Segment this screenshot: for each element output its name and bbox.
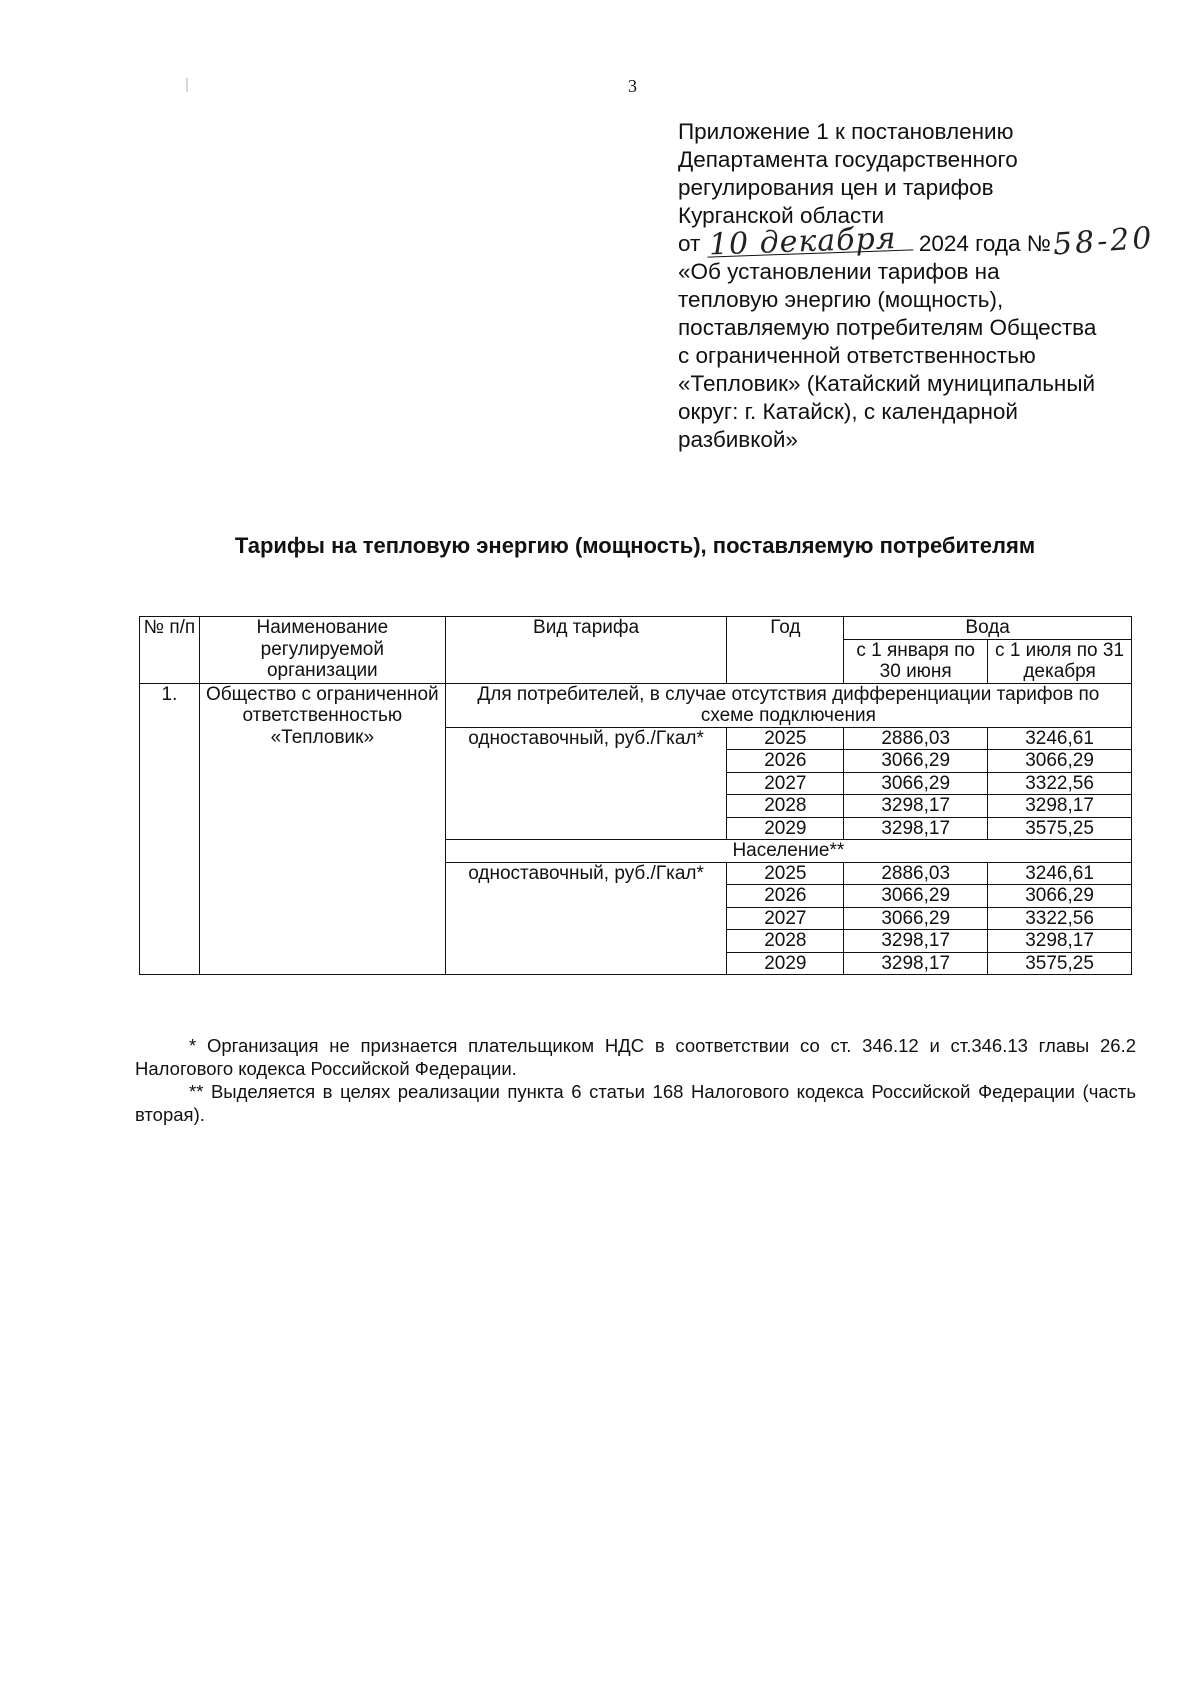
section-label: Для потребителей, в случае отсутствия дифференциации тарифов по схеме подключения [445,683,1131,727]
organization-name: Общество с ограниченной ответственностью «Тепловик» [199,683,445,975]
h1-value-cell: 3066,29 [844,885,988,908]
tariff-table [139,616,1132,975]
h2-value-cell: 3246,61 [988,727,1132,750]
appendix-line: с ограниченной ответственностью [678,343,1036,368]
h1-value-cell: 2886,03 [844,727,988,750]
appendix-line: поставляемую потребителям Общества [678,315,1097,340]
appendix-date-line [678,220,1158,263]
appendix-line: тепловую энергию (мощность), [678,287,1004,312]
footnote-1: * Организация не признается плательщиком НДС в соответствии со ст. 346.12 и ст.346.13 главы 26.2 Налогового кодекса Российской Федерации. [135,1035,1136,1079]
h1-value-cell: 3066,29 [844,772,988,795]
year-cell: 2028 [727,930,844,953]
h2-value-cell: 3298,17 [988,930,1132,953]
section-label-row [140,683,1132,727]
appendix-line: округ: г. Катайск), с календарной [678,399,1018,424]
h2-value-cell: 3575,25 [988,952,1132,975]
row-number: 1. [140,683,200,975]
scan-artifact [186,78,188,92]
appendix-line: Департамента государственного [678,147,1018,172]
header-num: № п/п [140,617,200,684]
footnote-2: ** Выделяется в целях реализации пункта 6 статьи 168 Налогового кодекса Российской Федерации (часть вторая). [135,1081,1136,1125]
appendix-line: Приложение 1 к постановлению [678,119,1014,144]
appendix-line: регулирования цен и тарифов [678,175,994,200]
h1-value-cell: 3066,29 [844,750,988,773]
year-cell: 2026 [727,885,844,908]
h1-value-cell: 3066,29 [844,907,988,930]
year-cell: 2028 [727,795,844,818]
handwritten-number: 58-20 [1051,220,1156,263]
page-number: 3 [628,76,637,96]
h1-value-cell: 3298,17 [844,817,988,840]
document-title: Тарифы на тепловую энергию (мощность), поставляемую потребителям [234,533,1036,558]
h1-value-cell: 2886,03 [844,862,988,885]
header-water: Вода [844,617,1132,640]
appendix-line: «Тепловик» (Катайский муниципальный [678,371,1096,396]
h2-value-cell: 3246,61 [988,862,1132,885]
header-period-2: с 1 июля по 31 декабря [988,639,1132,683]
h1-value-cell: 3298,17 [844,952,988,975]
h2-value-cell: 3575,25 [988,817,1132,840]
year-cell: 2029 [727,817,844,840]
handwritten-date: 10 декабря [706,227,913,257]
appendix-header [678,118,1158,454]
footnotes [135,1034,1136,1126]
h2-value-cell: 3066,29 [988,750,1132,773]
header-tariff-type: Вид тарифа [445,617,727,684]
tariff-type: одноставочный, руб./Гкал* [445,862,727,975]
appendix-line: разбивкой» [678,427,798,452]
year-cell: 2025 [727,862,844,885]
header-period-1: с 1 января по 30 июня [844,639,988,683]
h2-value-cell: 3322,56 [988,772,1132,795]
year-cell: 2027 [727,907,844,930]
header-row [140,617,1132,640]
year-text: 2024 года № [918,231,1051,256]
tariff-type: одноставочный, руб./Гкал* [445,727,727,840]
from-prefix: от [678,231,701,256]
h2-value-cell: 3066,29 [988,885,1132,908]
h1-value-cell: 3298,17 [844,930,988,953]
header-org: Наименование регулируемой организации [199,617,445,684]
h1-value-cell: 3298,17 [844,795,988,818]
appendix-line: Курганской области [678,203,885,228]
section-label: Население** [445,840,1131,863]
header-year: Год [727,617,844,684]
h2-value-cell: 3322,56 [988,907,1132,930]
year-cell: 2026 [727,750,844,773]
year-cell: 2029 [727,952,844,975]
appendix-line: «Об установлении тарифов на [678,259,1000,284]
h2-value-cell: 3298,17 [988,795,1132,818]
year-cell: 2027 [727,772,844,795]
year-cell: 2025 [727,727,844,750]
